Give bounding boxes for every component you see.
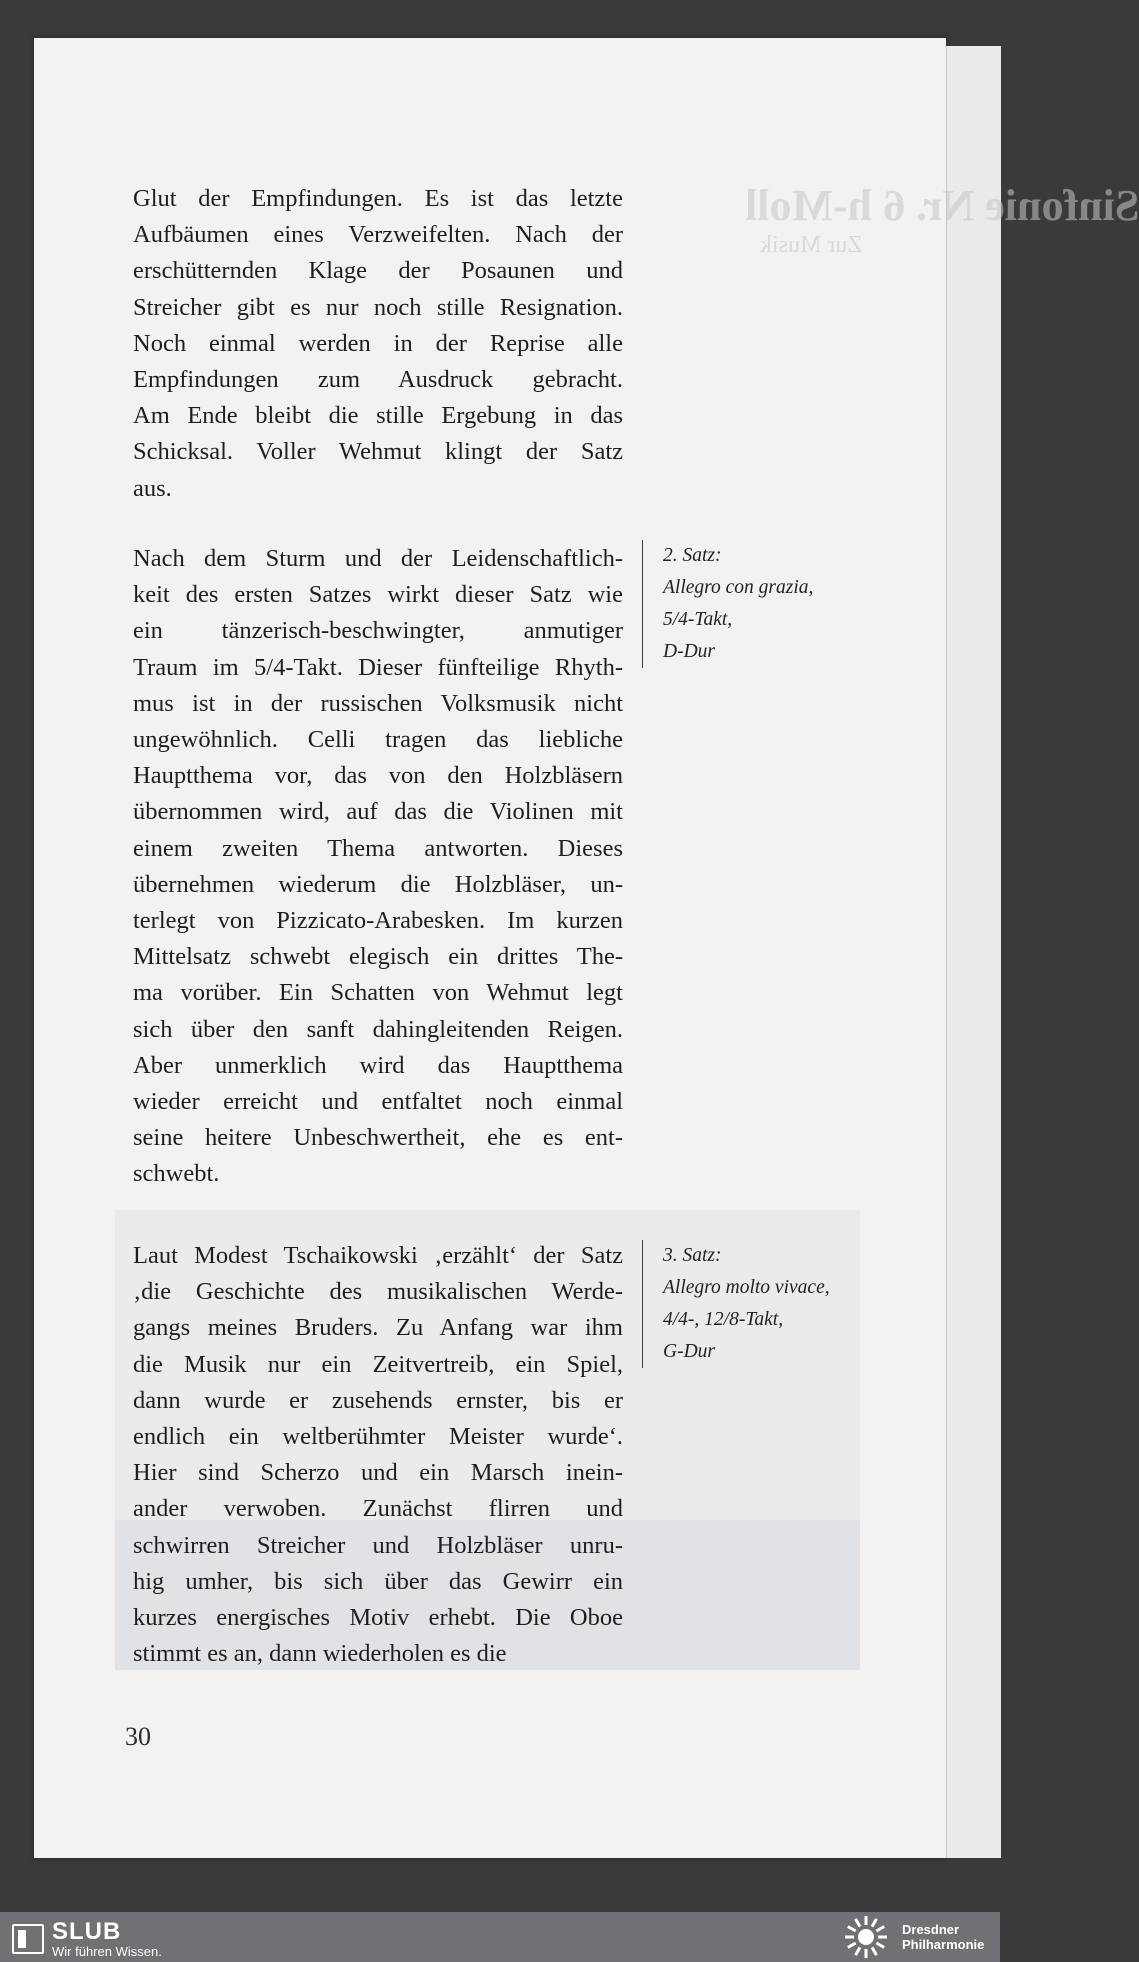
footer-bar xyxy=(0,1912,1000,1962)
bleed-through-subtitle: Zur Musik xyxy=(760,232,862,258)
text-line: keit des ersten Satzes wirkt dieser Satz wie xyxy=(133,581,623,609)
philharmonie-name-line1: Dresdner xyxy=(902,1922,960,1937)
text-line: ‚die Geschichte des musikalischen Werde- xyxy=(133,1278,623,1306)
text-line: schwebt. xyxy=(133,1160,220,1188)
text-line: wieder erreicht und entfaltet noch einmal xyxy=(133,1088,623,1116)
text-line: dann wurde er zusehends ernster, bis er xyxy=(133,1386,623,1414)
text-line: schwirren Streicher und Holzbläser unru- xyxy=(133,1531,623,1559)
text-line: gangs meines Bruders. Zu Anfang war ihm xyxy=(133,1314,623,1342)
philharmonie-name-line2: Philharmonie xyxy=(902,1937,985,1952)
text-line: Traum im 5/4-Takt. Dieser fünfteilige Rhyth- xyxy=(133,653,623,681)
text-line: hig umher, bis sich über das Gewirr ein xyxy=(133,1567,623,1595)
margin-note-line: Allegro con grazia, xyxy=(663,577,814,598)
library-tagline: Wir führen Wissen. xyxy=(52,1944,162,1959)
paragraph-2 xyxy=(133,541,623,1193)
text-line: Mittelsatz schwebt elegisch ein drittes The- xyxy=(133,943,623,971)
margin-note-movement-3 xyxy=(642,1240,830,1368)
text-line: Am Ende bleibt die stille Ergebung in das xyxy=(133,402,623,430)
text-line: kurzes energisches Motiv erhebt. Die Oboe xyxy=(133,1604,623,1632)
text-line: übernehmen wiederum die Holzbläser, un- xyxy=(133,870,623,898)
text-line: einem zweiten Thema antworten. Dieses xyxy=(133,834,623,862)
paragraph-1 xyxy=(133,181,623,507)
library-name[interactable]: SLUB xyxy=(52,1918,122,1945)
margin-note-line: 5/4-Takt, xyxy=(663,609,733,630)
margin-note-line: 2. Satz: xyxy=(663,545,722,566)
bleed-through-title: Sinfonie Nr. 6 h-Moll xyxy=(745,181,1139,230)
text-line: mus ist in der russischen Volksmusik nicht xyxy=(133,689,623,717)
text-line: sich über den sanft dahingleitenden Reigen. xyxy=(133,1015,623,1043)
philharmonie-sunburst-icon[interactable] xyxy=(844,1915,888,1959)
adjacent-page-edge xyxy=(946,46,1001,1858)
margin-note-line: 3. Satz: xyxy=(663,1245,722,1266)
text-line: stimmt es an, dann wiederholen es die xyxy=(133,1640,507,1668)
text-line: Hier sind Scherzo und ein Marsch inein- xyxy=(133,1459,623,1487)
text-line: ma vorüber. Ein Schatten von Wehmut legt xyxy=(133,979,623,1007)
page-number: 30 xyxy=(125,1722,151,1751)
text-line: Noch einmal werden in der Reprise alle xyxy=(133,329,623,357)
text-line: terlegt von Pizzicato-Arabesken. Im kurzen xyxy=(133,907,623,935)
margin-note-movement-2 xyxy=(642,540,813,668)
text-line: endlich ein weltberühmter Meister wurde‘. xyxy=(133,1423,623,1451)
text-line: Hauptthema vor, das von den Holzbläsern xyxy=(133,762,623,790)
text-line: Streicher gibt es nur noch stille Resignation. xyxy=(133,293,623,321)
text-line: Laut Modest Tschaikowski ‚erzählt‘ der Satz xyxy=(133,1242,623,1269)
margin-note-line: 4/4-, 12/8-Takt, xyxy=(663,1309,784,1330)
text-line: Glut der Empfindungen. Es ist das letzte xyxy=(133,185,623,212)
text-line: übernommen wird, auf das die Violinen mit xyxy=(133,798,623,826)
philharmonie-name[interactable] xyxy=(902,1922,984,1952)
margin-note-line: D-Dur xyxy=(663,641,715,662)
text-line: Aber unmerklich wird das Hauptthema xyxy=(133,1051,623,1079)
text-line: erschütternden Klage der Posaunen und xyxy=(133,257,623,285)
text-line: Aufbäumen eines Verzweifelten. Nach der xyxy=(133,221,623,249)
text-line: ein tänzerisch-beschwingter, anmutiger xyxy=(133,617,623,645)
margin-note-line: G-Dur xyxy=(663,1341,715,1362)
text-line: aus. xyxy=(133,474,172,502)
text-line: Schicksal. Voller Wehmut klingt der Satz xyxy=(133,438,623,466)
text-line: seine heitere Unbeschwertheit, ehe es ent- xyxy=(133,1124,623,1152)
text-line: ander verwoben. Zunächst flirren und xyxy=(133,1495,623,1523)
text-line: Nach dem Sturm und der Leidenschaftlich- xyxy=(133,545,623,572)
paragraph-3 xyxy=(133,1238,623,1672)
text-line: Empfindungen zum Ausdruck gebracht. xyxy=(133,366,623,394)
slub-logo-icon[interactable] xyxy=(12,1924,44,1954)
text-line: ungewöhnlich. Celli tragen das liebliche xyxy=(133,726,623,754)
margin-note-line: Allegro molto vivace, xyxy=(663,1277,830,1298)
text-line: die Musik nur ein Zeitvertreib, ein Spiel, xyxy=(133,1350,623,1378)
